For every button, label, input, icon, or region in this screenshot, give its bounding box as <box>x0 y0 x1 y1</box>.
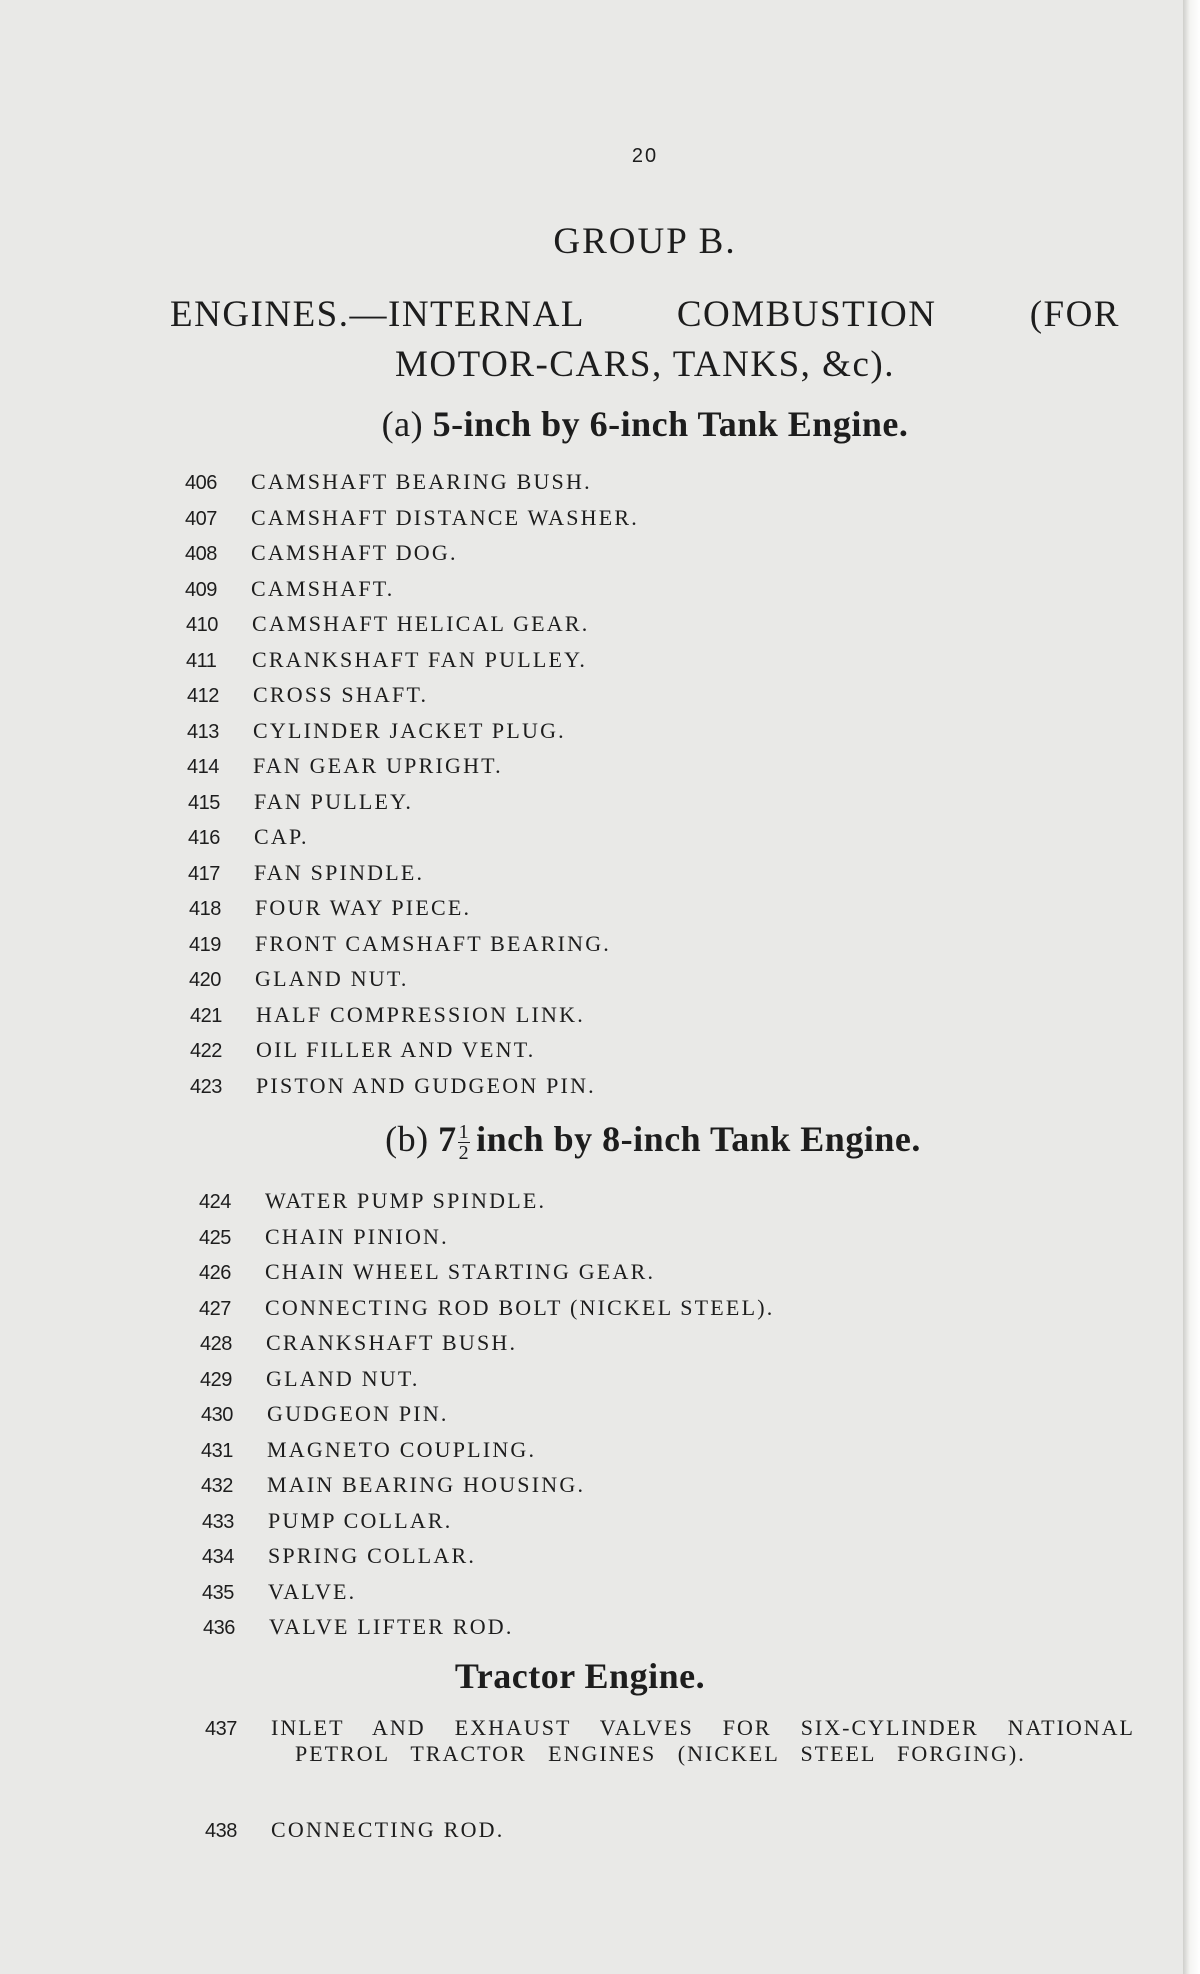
part-description: VALVE LIFTER ROD. <box>269 1614 514 1639</box>
section-a-list <box>185 464 639 1103</box>
part-number: 416 <box>188 827 220 849</box>
list-item <box>201 1396 776 1432</box>
part-description: FOUR WAY PIECE. <box>255 895 472 920</box>
part-number: 438 <box>205 1820 237 1842</box>
part-number: 424 <box>199 1191 231 1213</box>
part-description: FRONT CAMSHAFT BEARING. <box>255 930 612 956</box>
one-half-fraction <box>458 1122 471 1163</box>
section-b-heading <box>8 1118 1200 1163</box>
list-item <box>199 1290 774 1326</box>
list-item <box>185 464 639 500</box>
part-description: CHAIN PINION. <box>265 1223 449 1249</box>
part-number: 427 <box>199 1297 231 1320</box>
list-item <box>201 1467 776 1503</box>
part-number: 419 <box>189 933 221 956</box>
part-number: 408 <box>185 543 217 565</box>
list-item <box>186 642 640 678</box>
list-item <box>187 677 641 713</box>
part-number: 417 <box>188 862 220 885</box>
part-description: PUMP COLLAR. <box>268 1507 453 1533</box>
list-item <box>186 606 640 642</box>
page-number: 20 <box>631 145 659 167</box>
part-description: CROSS SHAFT. <box>253 682 429 707</box>
part-description: VALVE. <box>268 1578 357 1604</box>
part-number: 415 <box>188 791 220 814</box>
list-item <box>190 1032 644 1068</box>
part-description: FAN SPINDLE. <box>254 859 425 885</box>
part-description: PISTON AND GUDGEON PIN. <box>256 1072 596 1098</box>
list-item <box>201 1432 776 1468</box>
main-title-line-1: ENGINES.—INTERNAL COMBUSTION (FOR <box>170 294 1120 335</box>
list-item <box>202 1538 777 1574</box>
section-b-heading-number: 7 <box>438 1119 457 1159</box>
section-a-heading <box>0 403 1200 445</box>
part-description: GUDGEON PIN. <box>267 1401 449 1426</box>
part-description: SPRING COLLAR. <box>268 1543 477 1568</box>
part-number: 418 <box>189 898 221 920</box>
part-number: 433 <box>202 1510 234 1533</box>
part-description: CRANKSHAFT BUSH. <box>266 1330 518 1355</box>
list-item <box>189 926 643 962</box>
list-item <box>199 1183 774 1219</box>
part-number: 434 <box>202 1546 234 1568</box>
part-description: HALF COMPRESSION LINK. <box>256 1001 585 1027</box>
part-description: CRANKSHAFT FAN PULLEY. <box>252 646 588 672</box>
list-item <box>189 961 643 997</box>
part-number: 423 <box>190 1075 222 1098</box>
part-description: CHAIN WHEEL STARTING GEAR. <box>265 1259 656 1284</box>
part-description: CONNECTING ROD. <box>271 1817 505 1842</box>
list-item <box>200 1361 775 1397</box>
part-description: WATER PUMP SPINDLE. <box>265 1188 547 1213</box>
part-number: 426 <box>199 1262 231 1284</box>
part-number: 425 <box>199 1226 231 1249</box>
part-number: 412 <box>187 685 219 707</box>
part-description: MAGNETO COUPLING. <box>267 1436 537 1462</box>
list-item <box>199 1219 774 1255</box>
list-item <box>187 748 641 784</box>
list-item <box>203 1609 778 1645</box>
part-number: 428 <box>200 1333 232 1355</box>
part-number: 420 <box>189 969 221 991</box>
part-description: GLAND NUT. <box>266 1365 420 1391</box>
main-title-line-2: MOTOR-CARS, TANKS, &c). <box>395 344 895 385</box>
part-description: FAN GEAR UPRIGHT. <box>253 753 503 778</box>
part-description: CONNECTING ROD BOLT (NICKEL STEEL). <box>265 1294 775 1320</box>
part-description: FAN PULLEY. <box>254 788 414 814</box>
part-number: 406 <box>185 472 217 494</box>
section-c-heading <box>0 1655 1200 1697</box>
section-b-list <box>199 1183 774 1645</box>
list-item <box>189 890 643 926</box>
part-description: CAMSHAFT BEARING BUSH. <box>251 469 592 494</box>
part-number: 430 <box>201 1404 233 1426</box>
section-a-title: 5-inch by 6-inch Tank Engine. <box>432 404 909 444</box>
part-description: OIL FILLER AND VENT. <box>256 1037 536 1062</box>
part-description: INLET AND EXHAUST VALVES FOR SIX-CYLINDER NATIONAL PETROL TRACTOR ENGINES (NICKEL STEEL FORGING). <box>271 1715 1135 1766</box>
list-item <box>199 1254 774 1290</box>
part-description: CAMSHAFT DISTANCE WASHER. <box>251 504 639 530</box>
list-item <box>185 500 639 536</box>
part-description: CAMSHAFT. <box>251 575 395 601</box>
list-item <box>205 1812 504 1848</box>
list-item <box>190 997 644 1033</box>
part-number: 409 <box>185 578 217 601</box>
part-description: CAMSHAFT HELICAL GEAR. <box>252 611 590 636</box>
part-number: 410 <box>186 614 218 636</box>
section-b-prefix: (b) <box>385 1119 429 1159</box>
list-item <box>185 571 639 607</box>
part-number: 436 <box>203 1617 235 1639</box>
group-title: GROUP B. <box>553 221 737 262</box>
part-number: 422 <box>190 1040 222 1062</box>
part-description: MAIN BEARING HOUSING. <box>267 1472 586 1497</box>
list-item <box>200 1325 775 1361</box>
section-b-title: inch by 8-inch Tank Engine. <box>476 1119 921 1159</box>
list-item <box>188 819 642 855</box>
part-number: 435 <box>202 1581 234 1604</box>
part-number: 407 <box>185 507 217 530</box>
list-item <box>188 784 642 820</box>
list-item <box>202 1503 777 1539</box>
part-number: 431 <box>201 1439 233 1462</box>
part-number: 414 <box>187 756 219 778</box>
list-item <box>205 1715 1135 1767</box>
fraction-denominator: 2 <box>458 1142 470 1165</box>
part-description: CYLINDER JACKET PLUG. <box>253 717 566 743</box>
list-item <box>185 535 639 571</box>
part-description: CAP. <box>254 824 309 849</box>
part-description: CAMSHAFT DOG. <box>251 540 458 565</box>
fraction-numerator: 1 <box>458 1121 470 1144</box>
part-number: 411 <box>186 649 217 672</box>
list-item <box>187 713 641 749</box>
part-number: 437 <box>205 1718 237 1740</box>
list-item <box>202 1574 777 1610</box>
list-item <box>190 1068 644 1104</box>
list-item <box>188 855 642 891</box>
part-number: 413 <box>187 720 219 743</box>
part-number: 432 <box>201 1475 233 1497</box>
part-number: 429 <box>200 1368 232 1391</box>
section-c-title: Tractor Engine. <box>454 1656 706 1696</box>
section-a-prefix: (a) <box>381 404 424 444</box>
part-description: GLAND NUT. <box>255 966 409 991</box>
part-number: 421 <box>190 1004 222 1027</box>
